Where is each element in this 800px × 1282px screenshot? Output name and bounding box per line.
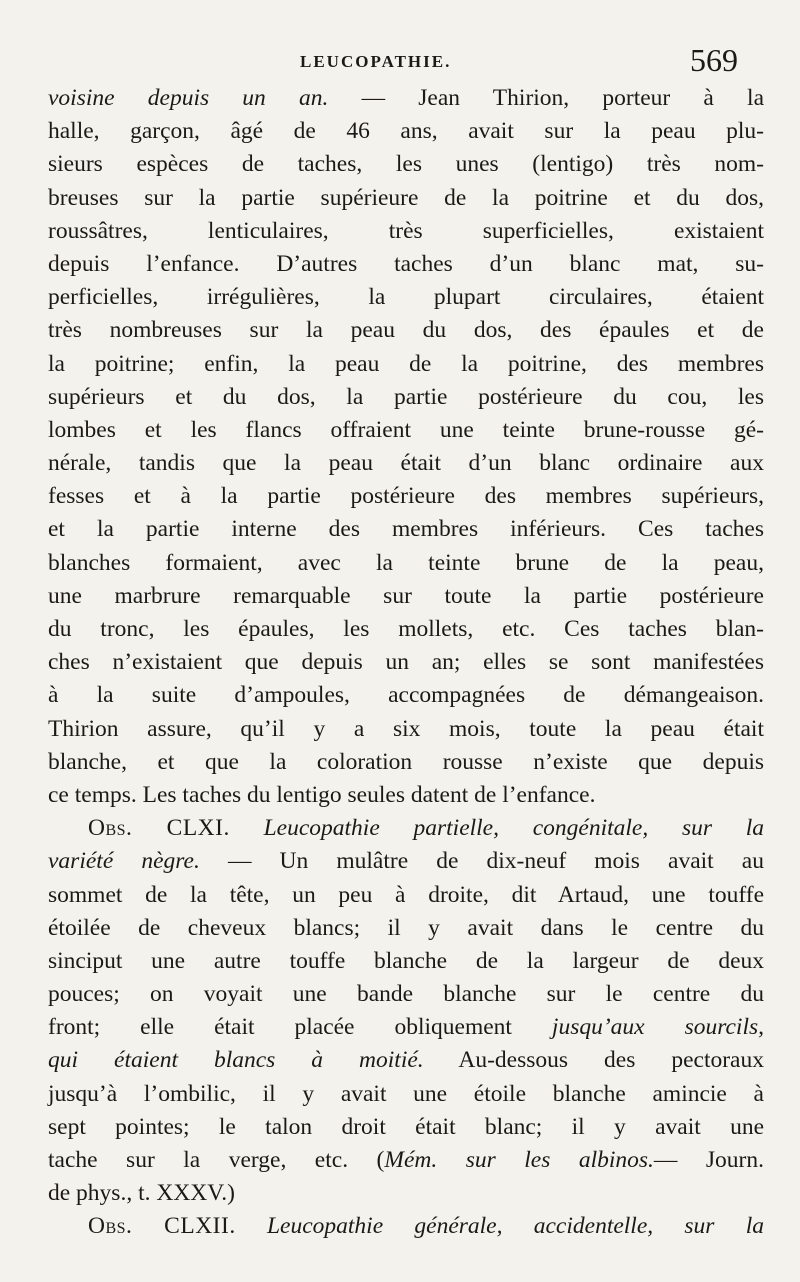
text-run: étoilée de cheveux blancs; il y avait dans le centre du [48, 914, 764, 941]
text-line [48, 348, 764, 381]
text-line [48, 978, 764, 1011]
text-run: sinciput une autre touffe blanche de la largeur de deux [48, 947, 764, 974]
text-line [48, 779, 764, 812]
text-run: roussâtres, lenticulaires, très superficielles, existaient [48, 217, 764, 244]
text-run: halle, garçon, âgé de 46 ans, avait sur la peau plu- [48, 118, 764, 145]
text-line [48, 1078, 764, 1111]
italic-text: Mém. sur les albinos. [384, 1147, 654, 1173]
page-number: 569 [690, 42, 738, 78]
text-line [48, 1011, 764, 1044]
body-text [48, 82, 764, 1244]
text-run: perficielles, irrégulières, la plupart circulaires, étaient [48, 284, 764, 311]
text-line [48, 248, 764, 281]
italic-text: Leucopathie partielle, congénitale, sur la [263, 815, 764, 842]
text-line [48, 646, 764, 679]
text-run: supérieurs et du dos, la partie postérieure du cou, les [48, 383, 764, 410]
observation-label: Obs. CLXII. [88, 1213, 236, 1240]
text-line [48, 414, 764, 447]
text-line [48, 1177, 764, 1210]
text-run: du tronc, les épaules, les mollets, etc. Ces taches blan- [48, 616, 764, 642]
text-run: — Un mulâtre de dix-neuf mois avait au [199, 848, 764, 875]
text-run: tache sur la verge, etc. ( [48, 1147, 385, 1173]
text-run: breuses sur la partie supérieure de la poitrine et du dos, [48, 184, 764, 211]
text-line [48, 381, 764, 414]
observation-label: Obs. CLXI. [88, 815, 230, 842]
text-run: sommet de la tête, un peu à droite, dit Artaud, une touffe [48, 881, 764, 908]
text-run: blanche, et que la coloration rousse n’existe que depuis [48, 748, 764, 775]
text-run: de phys., t. XXXV.) [48, 1180, 235, 1207]
text-line [48, 480, 764, 513]
text-run: blanches formaient, avec la teinte brune de la peau, [48, 549, 764, 576]
text-line [48, 215, 764, 248]
text-run: sieurs espèces de taches, les unes (lentigo) très nom- [48, 151, 764, 178]
text-run: lombes et les flancs offraient une teinte brune-rousse gé- [48, 416, 764, 443]
text-line [48, 945, 764, 978]
italic-text: qui étaient blancs à moitié. [48, 1047, 424, 1074]
running-title: LEUCOPATHIE. [300, 52, 452, 71]
text-run: — Jean Thirion, porteur à la [328, 85, 765, 111]
text-line [48, 513, 764, 546]
text-line [48, 845, 764, 878]
text-line [48, 115, 764, 148]
text-line [48, 912, 764, 945]
text-line [48, 148, 764, 181]
text-run: fesses et à la partie postérieure des membres supérieurs, [48, 483, 764, 510]
text-run: Au-dessous des pectoraux [423, 1047, 764, 1074]
text-line [48, 1111, 764, 1144]
text-run: très nombreuses sur la peau du dos, des épaules et de [48, 317, 764, 344]
text-run: front; elle était placée obliquement [48, 1014, 552, 1041]
running-head [0, 42, 800, 82]
text-run: depuis l’enfance. D’autres taches d’un blanc mat, su- [48, 250, 764, 277]
text-line [48, 1044, 764, 1077]
text-run: pouces; on voyait une bande blanche sur le centre du [48, 981, 764, 1008]
text-run: — Journ. [653, 1147, 764, 1173]
italic-text: jusqu’aux sourcils, [551, 1014, 765, 1041]
text-line [48, 281, 764, 314]
text-line [48, 679, 764, 712]
text-line [48, 879, 764, 912]
text-line [48, 1144, 764, 1177]
text-line [48, 547, 764, 580]
text-run: à la suite d’ampoules, accompagnées de démangeaison. [48, 682, 764, 709]
italic-text: Leucopathie générale, accidentelle, sur la [266, 1213, 764, 1240]
text-line [48, 613, 764, 646]
text-line [48, 746, 764, 779]
italic-text: voisine depuis un an. [48, 85, 329, 111]
text-line [48, 447, 764, 480]
text-run: jusqu’à l’ombilic, il y avait une étoile blanche amincie à [48, 1080, 764, 1107]
text-run: Thirion assure, qu’il y a six mois, toute la peau était [48, 715, 764, 742]
text-run: et la partie interne des membres inférieurs. Ces taches [48, 516, 764, 543]
italic-text: variété nègre. [48, 848, 200, 875]
text-run: sept pointes; le talon droit était blanc; il y avait une [48, 1113, 764, 1140]
text-run: ches n’existaient que depuis un an; elles se sont manifestées [48, 649, 764, 676]
text-line [48, 713, 764, 746]
text-line [48, 580, 764, 613]
text-line [48, 812, 764, 845]
text-run: nérale, tandis que la peau était d’un blanc ordinaire aux [48, 450, 764, 477]
text-line [48, 1210, 764, 1243]
text-line [48, 182, 764, 215]
text-line [48, 82, 764, 115]
text-line [48, 314, 764, 347]
text-run: la poitrine; enfin, la peau de la poitrine, des membres [48, 350, 764, 377]
text-run [236, 1213, 267, 1239]
text-run [230, 815, 264, 841]
text-run: une marbrure remarquable sur toute la partie postérieure [48, 582, 764, 609]
text-run: ce temps. Les taches du lentigo seules datent de l’enfance. [48, 781, 596, 808]
